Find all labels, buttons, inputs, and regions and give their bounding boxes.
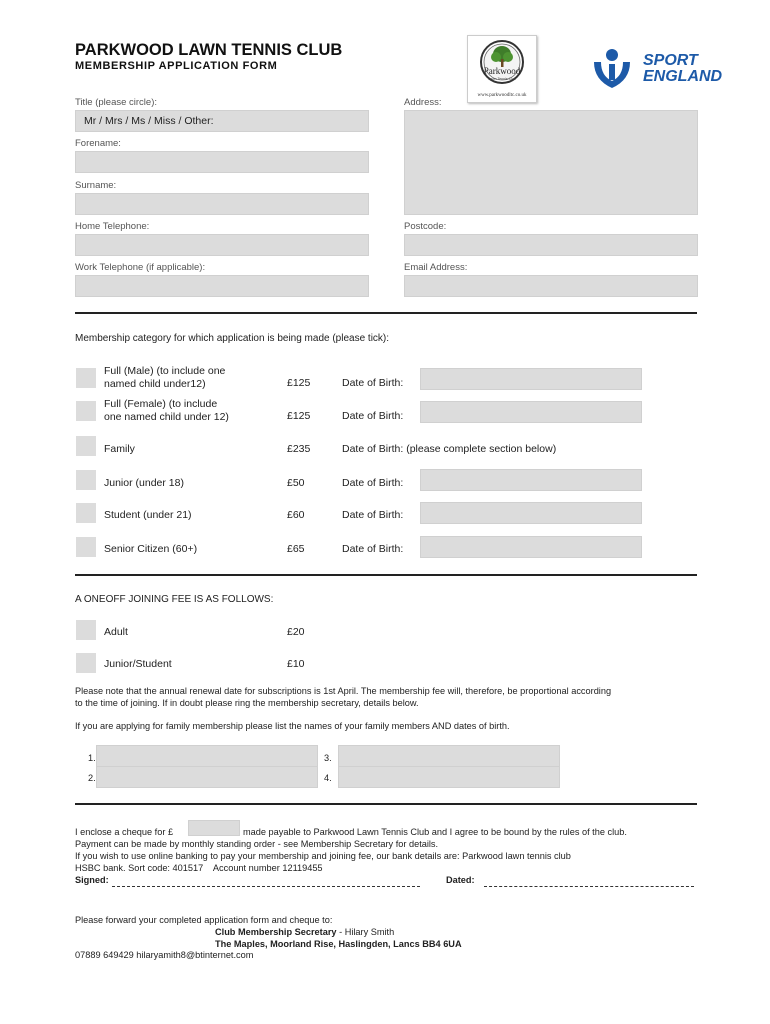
dob-field-student[interactable]: [420, 502, 642, 524]
cheque-suffix: made payable to Parkwood Lawn Tennis Club and I agree to be bound by the rules of the club.: [243, 827, 627, 837]
form-subtitle: MEMBERSHIP APPLICATION FORM: [75, 60, 278, 72]
postcode-field[interactable]: [404, 234, 698, 256]
joining-fee-heading: A ONEOFF JOINING FEE IS AS FOLLOWS:: [75, 594, 274, 605]
club-url: www.parkwoodltc.co.uk: [477, 93, 527, 98]
secretary-line: [215, 926, 394, 938]
signature-line[interactable]: [112, 886, 420, 887]
membership-option-student: Student (under 21): [104, 509, 192, 521]
work-telephone-field[interactable]: [75, 275, 369, 297]
membership-checkbox-full-male[interactable]: [76, 368, 96, 388]
bank-details: HSBC bank. Sort code: 401517 Account number 12119455: [75, 863, 323, 873]
work-telephone-label: Work Telephone (if applicable):: [75, 262, 206, 273]
forename-field[interactable]: [75, 151, 369, 173]
price-student: £60: [287, 509, 305, 521]
secretary-name: - Hilary Smith: [336, 927, 395, 937]
title-label: Title (please circle):: [75, 97, 158, 108]
membership-option-family: Family: [104, 443, 135, 455]
price-full-male: £125: [287, 377, 311, 389]
forwarding-note: Please forward your completed application form and cheque to:: [75, 915, 333, 925]
dob-field-junior[interactable]: [420, 469, 642, 491]
sport-england-line1: SPORT: [643, 52, 698, 69]
price-joining-junior-student: £10: [287, 658, 305, 670]
dob-label: Date of Birth:: [342, 410, 404, 422]
membership-option-junior: Junior (under 18): [104, 477, 184, 489]
family-members-note: If you are applying for family membership please list the names of your family members AND dates of birth.: [75, 721, 510, 731]
family-member-field-2[interactable]: [96, 766, 318, 788]
section-divider: [75, 312, 697, 314]
home-telephone-label: Home Telephone:: [75, 221, 150, 232]
joining-option-adult: Adult: [104, 626, 128, 638]
dated-label: Dated:: [446, 875, 475, 885]
form-title: PARKWOOD LAWN TENNIS CLUB: [75, 41, 343, 59]
family-member-number-2: 2.: [88, 773, 96, 783]
standing-order-note: Payment can be made by monthly standing order - see Membership Secretary for details.: [75, 839, 439, 849]
sport-england-icon: [590, 48, 635, 90]
dob-label: Date of Birth:: [342, 509, 404, 521]
membership-heading: Membership category for which application is being made (please tick):: [75, 333, 390, 344]
home-telephone-field[interactable]: [75, 234, 369, 256]
membership-checkbox-family[interactable]: [76, 436, 96, 456]
sport-england-line2: ENGLAND: [643, 68, 723, 85]
price-family: £235: [287, 443, 311, 455]
dob-field-full-male[interactable]: [420, 368, 642, 390]
joining-checkbox-junior-student[interactable]: [76, 653, 96, 673]
price-junior: £50: [287, 477, 305, 489]
address-label: Address:: [404, 97, 442, 108]
family-member-field-3[interactable]: [338, 745, 560, 767]
date-line[interactable]: [484, 886, 694, 887]
club-logo-small-text: Lawn Tennis Club: [488, 77, 516, 81]
membership-option-full-male: Full (Male) (to include one named child under12): [104, 365, 226, 390]
section-divider: [75, 803, 697, 805]
membership-checkbox-senior[interactable]: [76, 537, 96, 557]
club-logo: [467, 35, 537, 103]
dob-label: Date of Birth:: [342, 543, 404, 555]
family-member-field-4[interactable]: [338, 766, 560, 788]
dob-label: Date of Birth:: [342, 477, 404, 489]
dob-label: Date of Birth:: [342, 377, 404, 389]
dob-field-full-female[interactable]: [420, 401, 642, 423]
family-member-number-4: 4.: [324, 773, 332, 783]
membership-option-full-female: Full (Female) (to include one named child under 12): [104, 398, 229, 423]
signed-label: Signed:: [75, 875, 109, 885]
membership-checkbox-student[interactable]: [76, 503, 96, 523]
family-member-number-1: 1.: [88, 753, 96, 763]
membership-option-senior: Senior Citizen (60+): [104, 543, 198, 555]
joining-option-junior-student: Junior/Student: [104, 658, 172, 670]
family-dob-note: Date of Birth: (please complete section below): [342, 443, 557, 455]
price-joining-adult: £20: [287, 626, 305, 638]
postcode-label: Postcode:: [404, 221, 447, 232]
membership-checkbox-junior[interactable]: [76, 470, 96, 490]
family-member-number-3: 3.: [324, 753, 332, 763]
dob-field-senior[interactable]: [420, 536, 642, 558]
cheque-amount-field[interactable]: [188, 820, 240, 836]
title-field[interactable]: [75, 110, 369, 132]
renewal-note: Please note that the annual renewal date for subscriptions is 1st April. The membership fee will, therefore, be proportional according to the time of joining. If in doubt please ring the membership secretary, details below.: [75, 686, 612, 708]
surname-field[interactable]: [75, 193, 369, 215]
price-senior: £65: [287, 543, 305, 555]
secretary-role: Club Membership Secretary: [215, 927, 337, 937]
secretary-contact: 07889 649429 hilaryamith8@btinternet.com: [75, 950, 254, 960]
online-banking-note: If you wish to use online banking to pay your membership and joining fee, our bank details are: Parkwood lawn tennis club: [75, 851, 571, 861]
family-member-field-1[interactable]: [96, 745, 318, 767]
address-field[interactable]: [404, 110, 698, 215]
joining-checkbox-adult[interactable]: [76, 620, 96, 640]
surname-label: Surname:: [75, 180, 117, 191]
tennis-tree-icon: [468, 36, 536, 94]
email-field[interactable]: [404, 275, 698, 297]
forename-label: Forename:: [75, 138, 121, 149]
club-logo-name: Parkwood: [483, 66, 521, 76]
cheque-prefix: I enclose a cheque for £: [75, 827, 174, 837]
section-divider: [75, 574, 697, 576]
price-full-female: £125: [287, 410, 311, 422]
email-label: Email Address:: [404, 262, 468, 273]
title-options: Mr / Mrs / Ms / Miss / Other:: [84, 115, 214, 127]
membership-checkbox-full-female[interactable]: [76, 401, 96, 421]
secretary-address: The Maples, Moorland Rise, Haslingden, Lancs BB4 6UA: [215, 939, 462, 949]
